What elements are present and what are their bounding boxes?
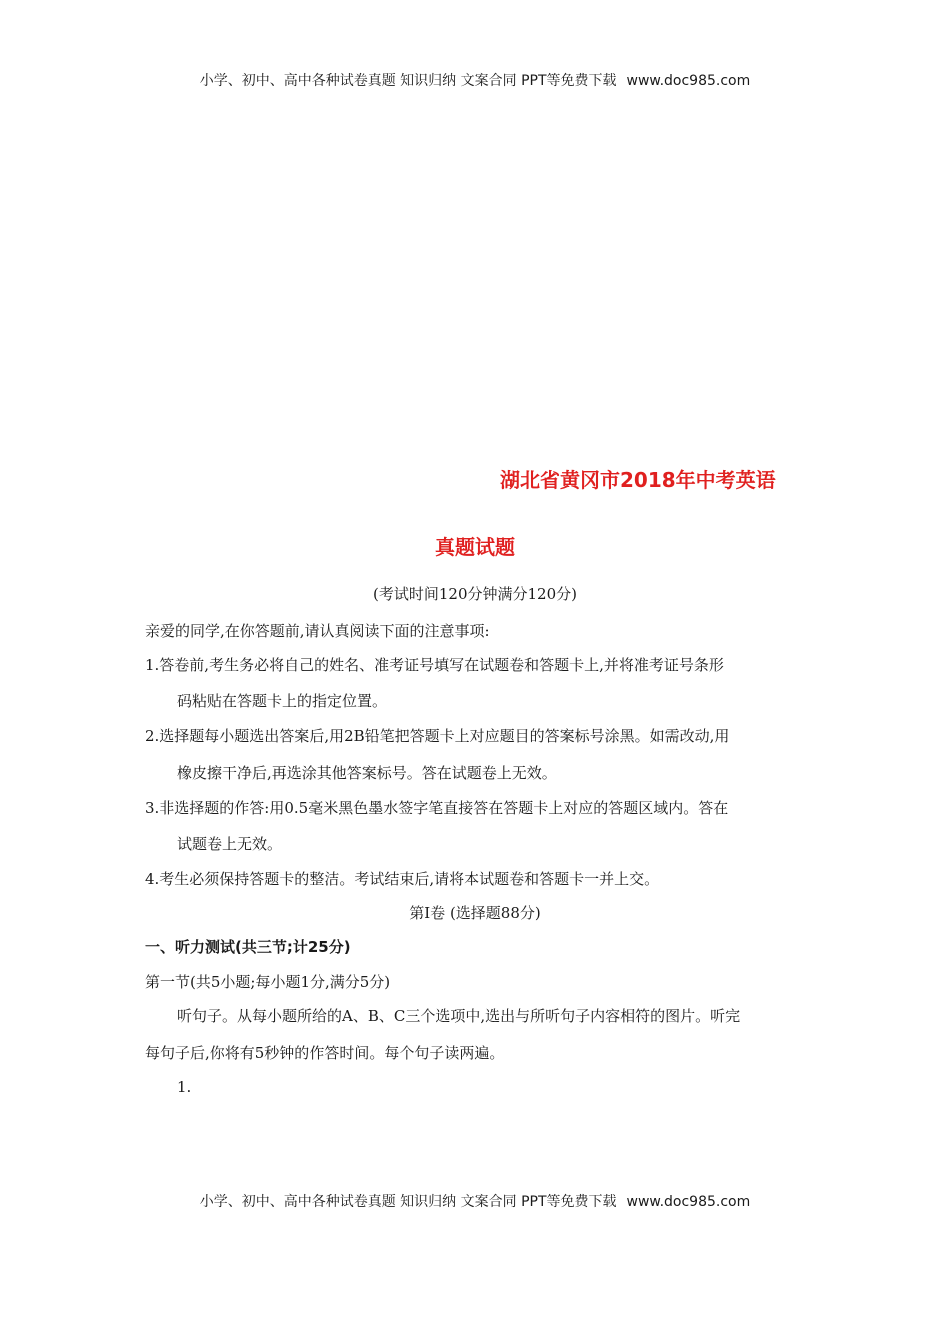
note-3-line-1: 3.非选择题的作答:用0.5毫米黑色墨水签字笔直接答在答题卡上对应的答题区域内。答在	[145, 799, 729, 817]
note-1-line-1: 1.答卷前,考生务必将自己的姓名、准考证号填写在试题卷和答题卡上,并将准考证号条形	[145, 656, 724, 674]
note-2-line-1: 2.选择题每小题选出答案后,用2B铅笔把答题卡上对应题目的答案标号涂黑。如需改动,用	[145, 727, 730, 745]
section-title: 一、听力测试(共三节;计25分)	[145, 938, 351, 956]
intro-text: 亲爱的同学,在你答题前,请认真阅读下面的注意事项:	[145, 622, 490, 640]
note-2-line-2: 橡皮擦干净后,再选涂其他答案标号。答在试题卷上无效。	[177, 764, 557, 782]
note-1-line-2: 码粘贴在答题卡上的指定位置。	[177, 692, 388, 710]
part-title: 第Ⅰ卷 (选择题88分)	[409, 904, 541, 922]
document-title: 湖北省黄冈市2018年中考英语	[500, 468, 776, 492]
exam-info: (考试时间120分钟满分120分)	[373, 585, 577, 603]
page-footer	[0, 1191, 950, 1211]
note-3-line-2: 试题卷上无效。	[177, 835, 283, 853]
instructions-line-2: 每句子后,你将有5秒钟的作答时间。每个句子读两遍。	[145, 1044, 505, 1062]
note-4-line-1: 4.考生必须保持答题卡的整洁。考试结束后,请将本试题卷和答题卡一并上交。	[145, 870, 660, 888]
instructions-line-1: 听句子。从每小题所给的A、B、C三个选项中,选出与所听句子内容相符的图片。听完	[177, 1007, 741, 1025]
question-number: 1.	[177, 1078, 192, 1096]
subsection-title: 第一节(共5小题;每小题1分,满分5分)	[145, 973, 391, 991]
header-text: 小学、初中、高中各种试卷真题 知识归纳 文案合同 PPT等免费下载	[199, 73, 617, 89]
document-subtitle: 真题试题	[435, 535, 515, 559]
footer-url-link[interactable]: www.doc985.com	[626, 1194, 751, 1210]
footer-text: 小学、初中、高中各种试卷真题 知识归纳 文案合同 PPT等免费下载	[199, 1194, 617, 1210]
page-header	[0, 70, 950, 90]
header-url-link[interactable]: www.doc985.com	[626, 73, 751, 89]
